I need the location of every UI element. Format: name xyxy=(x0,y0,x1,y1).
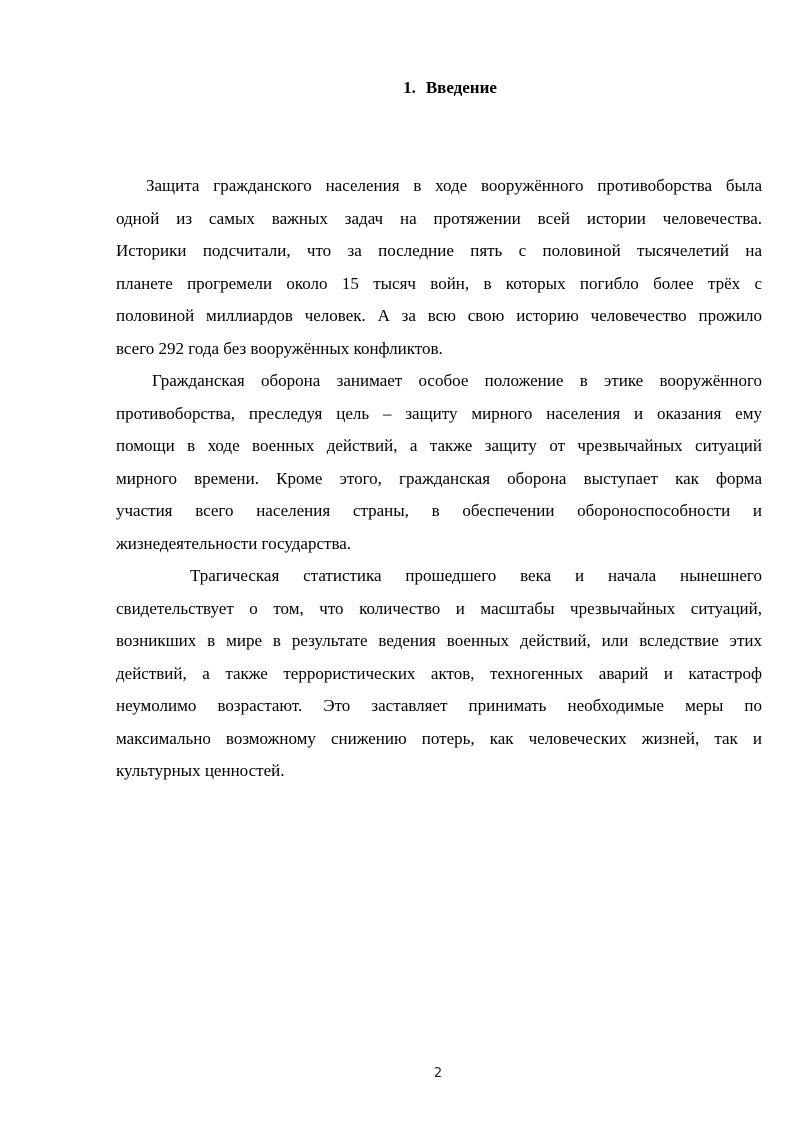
paragraph-line: неумолимо возрастают. Это заставляет принимать необходимые меры по xyxy=(116,696,762,715)
body-text xyxy=(116,170,762,788)
paragraph-line: возникших в мире в результате ведения военных действий, или вследствие этих xyxy=(116,631,762,650)
paragraph-line: одной из самых важных задач на протяжении всей истории человечества. xyxy=(116,208,762,228)
paragraph-line: планете прогремели около 15 тысяч войн, в которых погибло более трёх с xyxy=(116,273,762,293)
paragraph-line: действий, а также террористических актов, техногенных аварий и катастроф xyxy=(116,663,762,683)
paragraph-line: мирного времени. Кроме этого, гражданская оборона выступает как форма xyxy=(116,468,762,488)
paragraph-line: жизнедеятельности государства. xyxy=(116,533,352,553)
paragraph-line: половиной миллиардов человек. А за всю свою историю человечество прожило xyxy=(116,306,762,325)
paragraph-line: Защита гражданского населения в ходе вооружённого противоборства была xyxy=(146,176,762,195)
paragraph-line: культурных ценностей. xyxy=(116,761,285,780)
paragraph-line: свидетельствует о том, что количество и масштабы чрезвычайных ситуаций, xyxy=(116,598,762,618)
page-number: 2 xyxy=(433,1066,443,1081)
paragraph-statistics xyxy=(116,560,762,788)
paragraph-line: помощи в ходе военных действий, а также защиту от чрезвычайных ситуаций xyxy=(116,436,762,455)
paragraph-line: Трагическая статистика прошедшего века и начала нынешнего xyxy=(190,566,762,585)
paragraph-line: участия всего населения страны, в обеспечении обороноспособности и xyxy=(116,501,762,520)
section-title: Введение xyxy=(425,78,497,97)
section-number: 1. xyxy=(403,78,416,97)
paragraph-line: Гражданская оборона занимает особое положение в этике вооружённого xyxy=(152,371,762,390)
paragraph-line: всего 292 года без вооружённых конфликтов. xyxy=(116,338,443,358)
paragraph-line: максимально возможному снижению потерь, как человеческих жизней, так и xyxy=(116,728,762,748)
paragraph-line: противоборства, преследуя цель – защиту мирного населения и оказания ему xyxy=(116,403,762,423)
section-heading xyxy=(0,76,800,100)
paragraph-civil-defense xyxy=(116,365,762,560)
paragraph-line: Историки подсчитали, что за последние пять с половиной тысячелетий на xyxy=(116,241,762,260)
paragraph-civil-protection xyxy=(116,170,762,365)
